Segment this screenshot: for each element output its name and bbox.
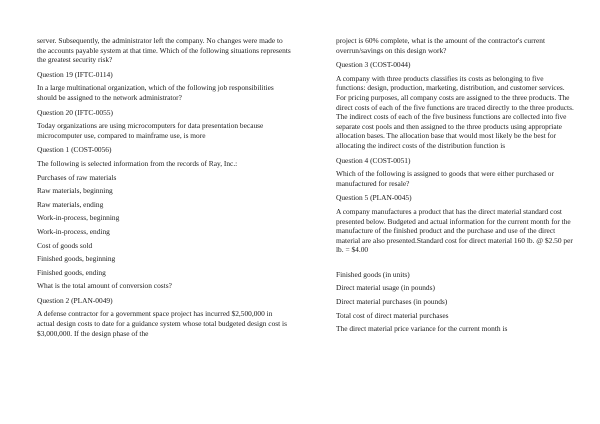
list-item: Total cost of direct material purchases bbox=[336, 310, 449, 320]
question-1-heading: Question 1 (COST-0056) bbox=[37, 145, 112, 155]
list-item: Raw materials, beginning bbox=[37, 186, 113, 196]
question-2-text: A defense contractor for a government space project has incurred $2,500,000 in actual design costs to date for a guidance system whose total budgeted design cost is $3,000,000. If the design phase of the bbox=[37, 309, 287, 338]
question-3-heading: Question 3 (COST-0044) bbox=[336, 60, 411, 70]
list-item: Work-in-process, ending bbox=[37, 226, 110, 236]
question-5-question: The direct material price variance for the current month is bbox=[336, 324, 508, 334]
question-1-question: What is the total amount of conversion costs? bbox=[37, 281, 172, 291]
list-item: Work-in-process, beginning bbox=[37, 213, 120, 223]
list-item: Direct material purchases (in pounds) bbox=[336, 297, 448, 307]
question-5-heading: Question 5 (PLAN-0045) bbox=[336, 193, 412, 203]
question-4-text: Which of the following is assigned to goods that were either purchased or manufactured for resale? bbox=[336, 169, 554, 188]
list-item: Direct material usage (in pounds) bbox=[336, 283, 435, 293]
right-column bbox=[336, 36, 574, 334]
question-3-text: A company with three products classifies its costs as belonging to five functions: design, production, marketing, distribution, and customer services. For pricing purposes, all company costs are assigned to the three products. The direct costs of each of the five functions are traced directly to the three products. The indirect costs of each of the five business functions are collected into five separate cost pools and then assigned to the three products using appropriate allocation bases. The allocation base that would most likely be the best for allocating the indirect costs of the distribution function is bbox=[336, 73, 574, 150]
question-20-heading: Question 20 (IFTC-0055) bbox=[37, 107, 113, 117]
list-item: Finished goods, beginning bbox=[37, 254, 116, 264]
left-column bbox=[37, 36, 291, 338]
list-item: Finished goods, ending bbox=[37, 267, 106, 277]
question-2-heading: Question 2 (PLAN-0049) bbox=[37, 295, 113, 305]
question-20-text: Today organizations are using microcomputers for data presentation because microcomputer use, compared to mainframe use, is more bbox=[37, 121, 264, 140]
list-item: Finished goods (in units) bbox=[336, 269, 410, 279]
question-5-text: A company manufactures a product that has the direct material standard cost presented below. Budgeted and actual information for the current month for the manufacture of the finished product and the purchase and use of the direct material are also presented.Standard cost for direct material 160 lb. @ $2.50 per lb. = $4.00 bbox=[336, 206, 573, 255]
question-19-heading: Question 19 (IFTC-0114) bbox=[37, 69, 113, 79]
question-1-text: The following is selected information from the records of Ray, Inc.: bbox=[37, 158, 238, 168]
list-item: Purchases of raw materials bbox=[37, 172, 117, 182]
question-4-heading: Question 4 (COST-0051) bbox=[336, 155, 411, 165]
paragraph-security-risk: server. Subsequently, the administrator left the company. No changes were made to the accounts payable system at that time. Which of the following situations represents the greatest security risk? bbox=[37, 36, 291, 65]
paragraph-overrun: project is 60% complete, what is the amount of the contractor's current overrun/savings on this design work? bbox=[336, 36, 546, 55]
list-item: Cost of goods sold bbox=[37, 240, 93, 250]
list-item: Raw materials, ending bbox=[37, 199, 104, 209]
question-19-text: In a large multinational organization, which of the following job responsibilities should be assigned to the network administrator? bbox=[37, 83, 274, 102]
